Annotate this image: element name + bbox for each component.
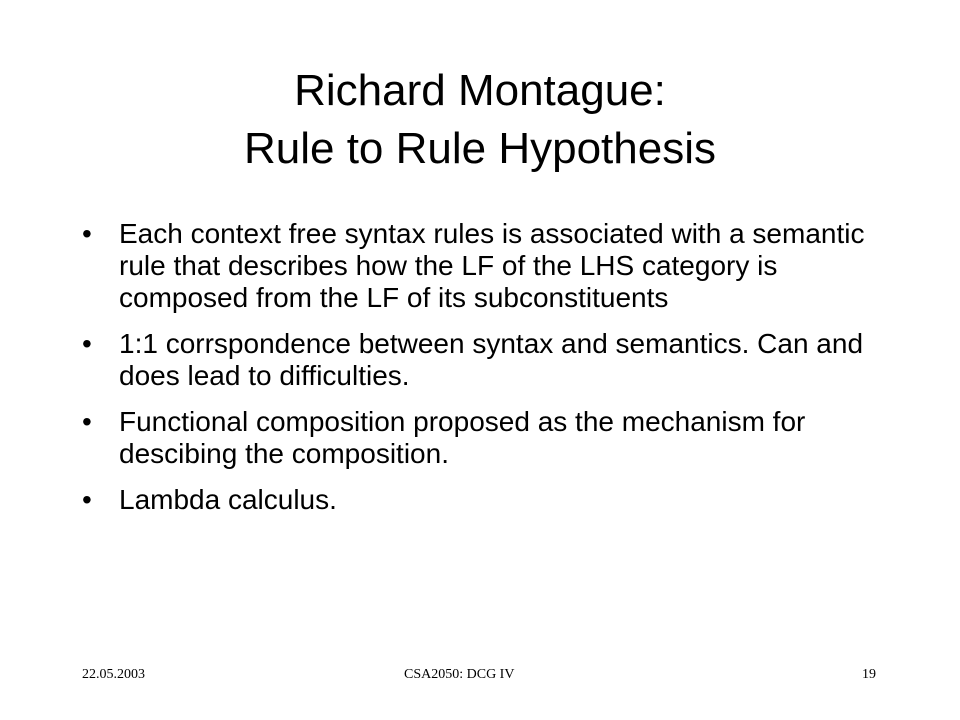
bullet-item-1 xyxy=(82,218,902,314)
bullet-dot-icon: • xyxy=(82,328,92,359)
slide-title xyxy=(70,62,890,178)
footer-page-number: 19 xyxy=(862,667,876,682)
bullet-text-4: Lambda calculus. xyxy=(119,484,337,515)
bullet-dot-icon: • xyxy=(82,406,92,437)
footer-date: 22.05.2003 xyxy=(82,667,145,682)
bullet-text-1: Each context free syntax rules is associated with a semantic rule that describes how the LF of the LHS category is composed from the LF of its subconstituents xyxy=(119,218,865,313)
bullet-item-3 xyxy=(82,406,902,470)
bullet-dot-icon: • xyxy=(82,484,92,515)
bullet-item-4 xyxy=(82,484,902,516)
bullet-item-2 xyxy=(82,328,902,392)
slide-title-line-2: Rule to Rule Hypothesis xyxy=(243,124,716,173)
bullet-text-3: Functional composition proposed as the mechanism for descibing the composition. xyxy=(119,406,806,469)
bullet-dot-icon: • xyxy=(82,218,92,249)
bullet-text-2: 1:1 corrspondence between syntax and semantics. Can and does lead to difficulties. xyxy=(119,328,864,391)
bullet-list xyxy=(82,218,902,530)
footer-course: CSA2050: DCG IV xyxy=(404,667,515,682)
slide-title-line-1: Richard Montague: xyxy=(294,66,666,115)
